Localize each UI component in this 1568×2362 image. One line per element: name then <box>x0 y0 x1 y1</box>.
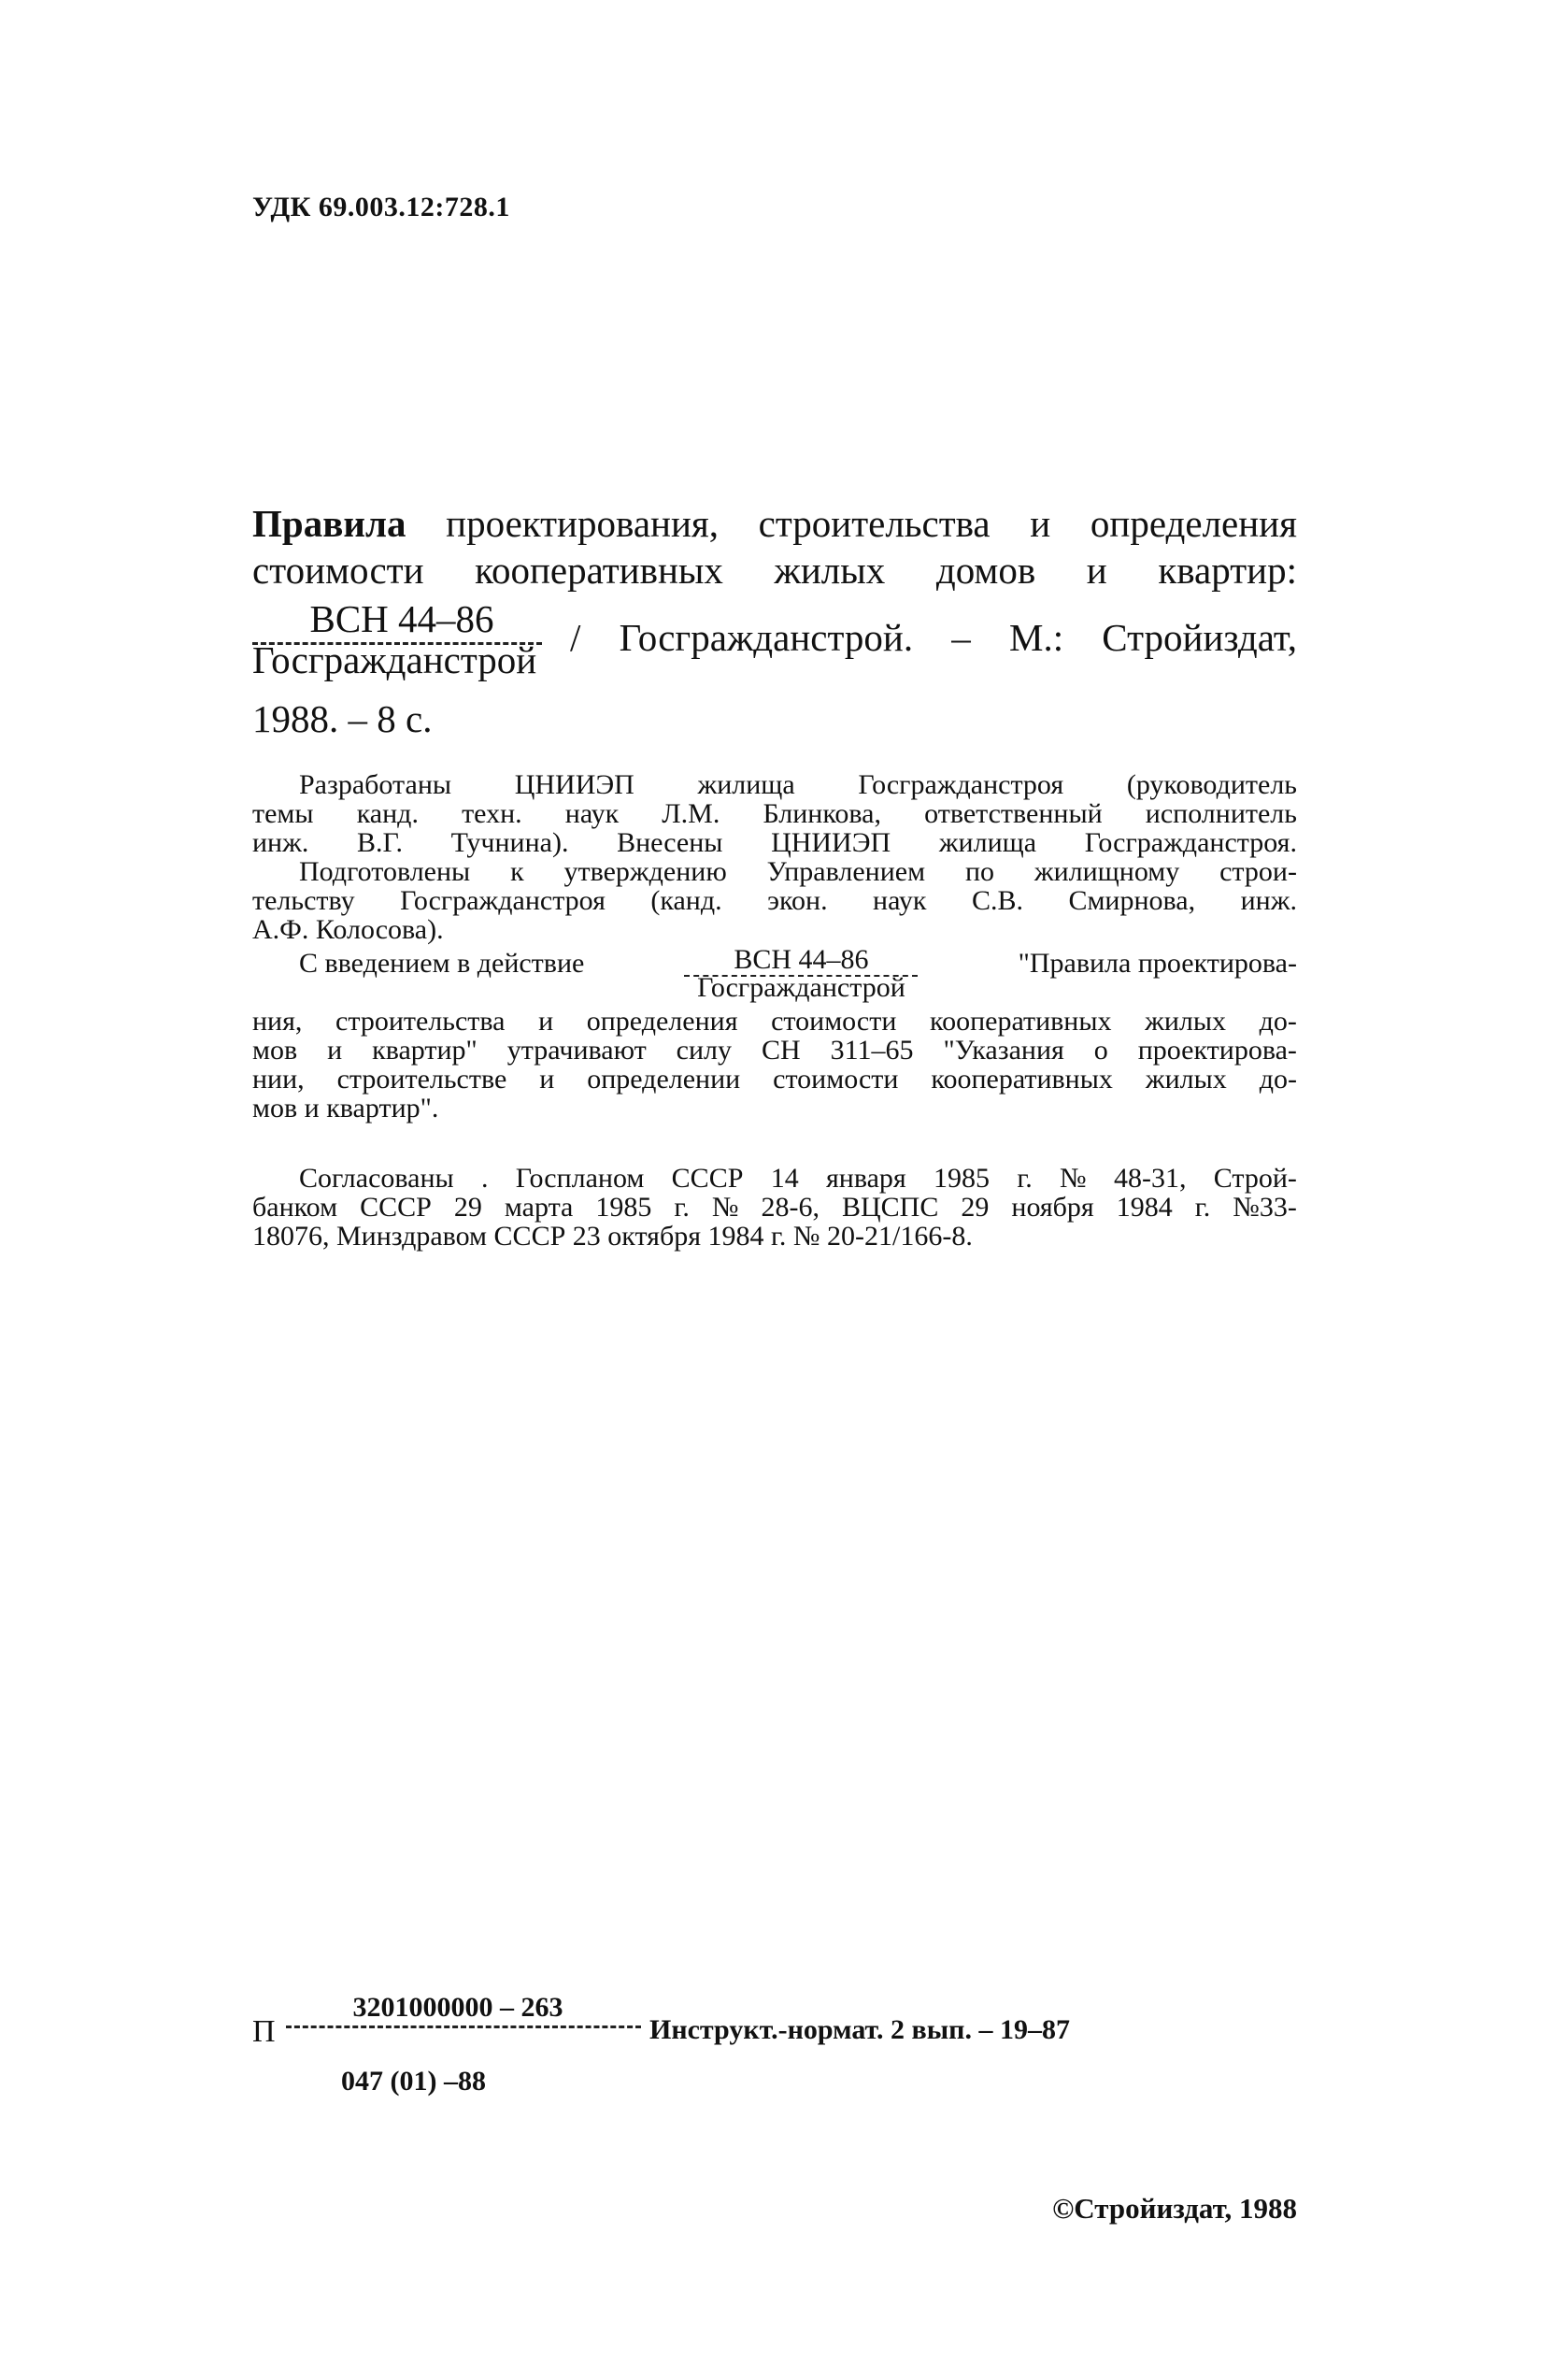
word: строительства <box>335 1006 506 1037</box>
copyright: ©Стройиздат, 1988 <box>1052 2192 1297 2225</box>
text-line <box>252 857 1297 886</box>
word: мов <box>252 1035 298 1066</box>
word: проектирова- <box>1137 1035 1297 1066</box>
word: ния, <box>252 1006 303 1037</box>
intro-fraction <box>675 944 927 1007</box>
title-line-1 <box>252 500 1297 547</box>
title-word: и <box>1030 502 1051 545</box>
word: и <box>539 1064 555 1095</box>
intro-prefix: С введением в действие <box>299 948 585 979</box>
word: утрачивают <box>506 1035 647 1066</box>
developed-paragraph <box>252 770 1297 857</box>
word: строи- <box>1219 856 1297 887</box>
word: 1984 <box>1116 1192 1173 1223</box>
title-word: стоимости <box>252 549 424 592</box>
title-word: кооперативных <box>475 549 723 592</box>
text-line <box>252 1065 1297 1094</box>
text-line <box>252 1193 1297 1222</box>
reference-row <box>252 598 1297 682</box>
agreed-paragraph <box>252 1164 1297 1251</box>
code-numerator: 3201000000 – 263 <box>352 1992 563 2023</box>
word: наук <box>873 885 927 916</box>
word: ноября <box>1011 1192 1094 1223</box>
code-description: Инструкт.-нормат. 2 вып. – 19–87 <box>649 2014 1070 2045</box>
word: жилища <box>938 827 1037 858</box>
word: марта <box>504 1192 574 1223</box>
publisher-part: – <box>951 616 971 659</box>
code-prefix: П <box>252 2014 276 2049</box>
word: жилых <box>1145 1064 1227 1095</box>
word: Блинкова, <box>763 798 881 829</box>
word: квартир" <box>372 1035 478 1066</box>
title-word: и <box>1086 549 1107 592</box>
word: Госгражданстроя <box>858 769 1064 800</box>
word: 29 <box>961 1192 990 1223</box>
word: Согласованы <box>299 1163 454 1194</box>
intro-suffix: "Правила проектирова- <box>1018 948 1297 979</box>
word: . <box>481 1163 489 1194</box>
word: Управлением <box>766 856 926 887</box>
word: СССР <box>360 1192 432 1223</box>
word: 311–65 <box>830 1035 914 1066</box>
word: силу <box>676 1035 733 1066</box>
word: Внесены <box>617 827 723 858</box>
word: Смирнова, <box>1068 885 1196 916</box>
prepared-paragraph <box>252 857 1297 944</box>
word: строительстве <box>336 1064 507 1095</box>
word: 1985 <box>595 1192 652 1223</box>
publisher-info <box>570 617 1297 658</box>
word: В.Г. <box>356 827 403 858</box>
word: по <box>964 856 994 887</box>
text-line <box>252 799 1297 828</box>
word: Госпланом <box>515 1163 645 1194</box>
fraction-denominator: Госгражданстрой <box>252 638 537 681</box>
word: канд. <box>356 798 419 829</box>
word: до- <box>1259 1006 1297 1037</box>
word: определении <box>587 1064 741 1095</box>
text-line <box>252 828 1297 857</box>
word: банком <box>252 1192 338 1223</box>
udk-code: УДК 69.003.12:728.1 <box>252 192 510 222</box>
word: г. <box>1194 1192 1211 1223</box>
word: наук <box>564 798 620 829</box>
word: Госгражданстроя. <box>1084 827 1297 858</box>
word: ответственный <box>924 798 1103 829</box>
word: ВЦСПС <box>842 1192 939 1223</box>
word: № <box>1060 1163 1087 1194</box>
word: № <box>711 1192 739 1223</box>
word: стоимости <box>771 1006 897 1037</box>
word: (канд. <box>650 885 722 916</box>
text-line: 18076, Минздравом СССР 23 октября 1984 г. № 20-21/166-8. <box>252 1221 973 1252</box>
word: инж. <box>252 827 309 858</box>
word: 1985 <box>934 1163 991 1194</box>
text-line <box>252 1164 1297 1193</box>
title-word: Правила <box>252 502 406 545</box>
word: (руководитель <box>1126 769 1297 800</box>
classification-code <box>252 1992 1168 2098</box>
title-word: квартир: <box>1158 549 1297 592</box>
title-word: определения <box>1090 502 1297 545</box>
word: инж. <box>1240 885 1297 916</box>
intro-first-line <box>252 944 1297 1007</box>
word: г. <box>1017 1163 1033 1194</box>
fraction-numerator: ВСН 44–86 <box>309 597 494 640</box>
book-title <box>252 500 1297 594</box>
word: января <box>825 1163 906 1194</box>
word: 29 <box>453 1192 482 1223</box>
word: жилищному <box>1033 856 1180 887</box>
word: техн. <box>462 798 522 829</box>
text-line <box>252 1007 1297 1036</box>
year-pages: 1988. – 8 с. <box>252 697 433 740</box>
word: СССР <box>671 1163 744 1194</box>
text-line: А.Ф. Колосова). <box>252 914 444 945</box>
word: Госгражданстроя <box>400 885 606 916</box>
word: до- <box>1259 1064 1297 1095</box>
word: нии, <box>252 1064 305 1095</box>
text-line <box>252 1036 1297 1065</box>
title-word: домов <box>935 549 1036 592</box>
text-line <box>252 770 1297 799</box>
word: 48-31, <box>1113 1163 1187 1194</box>
publisher-part: Стройиздат, <box>1102 616 1297 659</box>
word: экон. <box>767 885 828 916</box>
word: кооперативных <box>930 1006 1112 1037</box>
word: к <box>510 856 524 887</box>
title-line-2 <box>252 547 1297 594</box>
word: темы <box>252 798 314 829</box>
title-word: проектирования, <box>446 502 720 545</box>
word: тельству <box>252 885 355 916</box>
word: и <box>327 1035 343 1066</box>
word: С.В. <box>971 885 1023 916</box>
word: о <box>1093 1035 1108 1066</box>
code-denominator: 047 (01) –88 <box>341 2066 486 2097</box>
word: Разработаны <box>299 769 452 800</box>
word: жилища <box>697 769 795 800</box>
text-line: мов и квартир". <box>252 1093 439 1124</box>
slash: / <box>570 616 581 659</box>
publisher-part: М.: <box>1008 616 1064 659</box>
publisher-part: Госгражданстрой. <box>619 616 914 659</box>
word: 14 <box>770 1163 799 1194</box>
word: Тучнина). <box>450 827 569 858</box>
word: исполнитель <box>1145 798 1297 829</box>
word: утверждению <box>563 856 727 887</box>
word: №33- <box>1233 1192 1297 1223</box>
text-line <box>252 886 1297 915</box>
word: г. <box>674 1192 690 1223</box>
word: определения <box>586 1006 738 1037</box>
title-word: строительства <box>758 502 991 545</box>
word: ЦНИИЭП <box>771 827 891 858</box>
fraction-numerator: ВСН 44–86 <box>734 944 869 975</box>
word: "Указания <box>943 1035 1064 1066</box>
word: Подготовлены <box>299 856 471 887</box>
word: кооперативных <box>931 1064 1113 1095</box>
code-fraction-line <box>286 2026 641 2028</box>
word: и <box>538 1006 554 1037</box>
word: стоимости <box>773 1064 899 1095</box>
word: Л.М. <box>662 798 720 829</box>
word: СН <box>761 1035 801 1066</box>
title-word: жилых <box>774 549 886 592</box>
word: Строй- <box>1213 1163 1297 1194</box>
word: 28-6, <box>761 1192 820 1223</box>
fraction-denominator: Госгражданстрой <box>697 972 905 1003</box>
introduction-paragraph <box>252 944 1297 1124</box>
word: ЦНИИЭП <box>514 769 634 800</box>
word: жилых <box>1145 1006 1227 1037</box>
